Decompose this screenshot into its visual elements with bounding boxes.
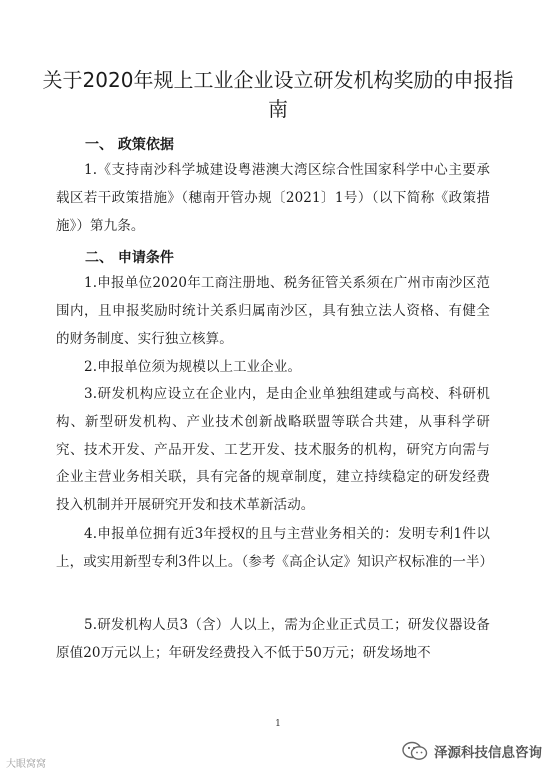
watermark-left bbox=[6, 755, 46, 770]
paragraph-condition-5: 5.研发机构人员3（含）人以上，需为企业正式员工；研发仪器设备原值20万元以上；年研发经费投入不低于50万元；研发场地不 bbox=[56, 617, 490, 661]
paragraph-condition-4: 4.申报单位拥有近3年授权的且与主营业务相关的：发明专利1件以上，或实用新型专利3件以上。（参考《高企认定》知识产权标准的一半） bbox=[56, 526, 494, 570]
watermark-right bbox=[402, 741, 542, 761]
watermark-right-text: 泽源科技信息咨询 bbox=[434, 745, 542, 761]
section-heading-policy-basis: 一、 政策依据 bbox=[85, 137, 174, 153]
wechat-icon bbox=[402, 741, 428, 761]
document-title: 关于2020年规上工业企业设立研发机构奖励的申报指南 bbox=[42, 68, 514, 121]
page-number: 1 bbox=[275, 719, 281, 729]
paragraph-condition-1: 1.申报单位2020年工商注册地、税务征管关系须在广州市南沙区范围内，且申报奖励时统计关系归属南沙区，具有独立法人资格、有健全的财务制度、实行独立核算。 bbox=[56, 275, 490, 347]
watermark-left-text: 大眼窝窝 bbox=[6, 759, 46, 770]
paragraph-condition-3: 3.研发机构应设立在企业内，是由企业单独组建或与高校、科研机构、新型研发机构、产业技术创新战略联盟等联合共建，从事科学研究、技术开发、产品开发、工艺开发、技术服务的机构，研究方向需与企业主营业务相关联，具有完备的规章制度，建立持续稳定的研发经费投入机制并开展研究开发和技术革新活动。 bbox=[56, 386, 490, 514]
paragraph-condition-2: 2.申报单位须为规模以上工业企业。 bbox=[84, 359, 302, 375]
paragraph-policy-1: 1.《支持南沙科学城建设粤港澳大湾区综合性国家科学中心主要承载区若干政策措施》（穗南开管办规〔2021〕1号）（以下简称《政策措施》）第九条。 bbox=[56, 162, 490, 234]
section-heading-conditions: 二、 申请条件 bbox=[85, 250, 174, 266]
